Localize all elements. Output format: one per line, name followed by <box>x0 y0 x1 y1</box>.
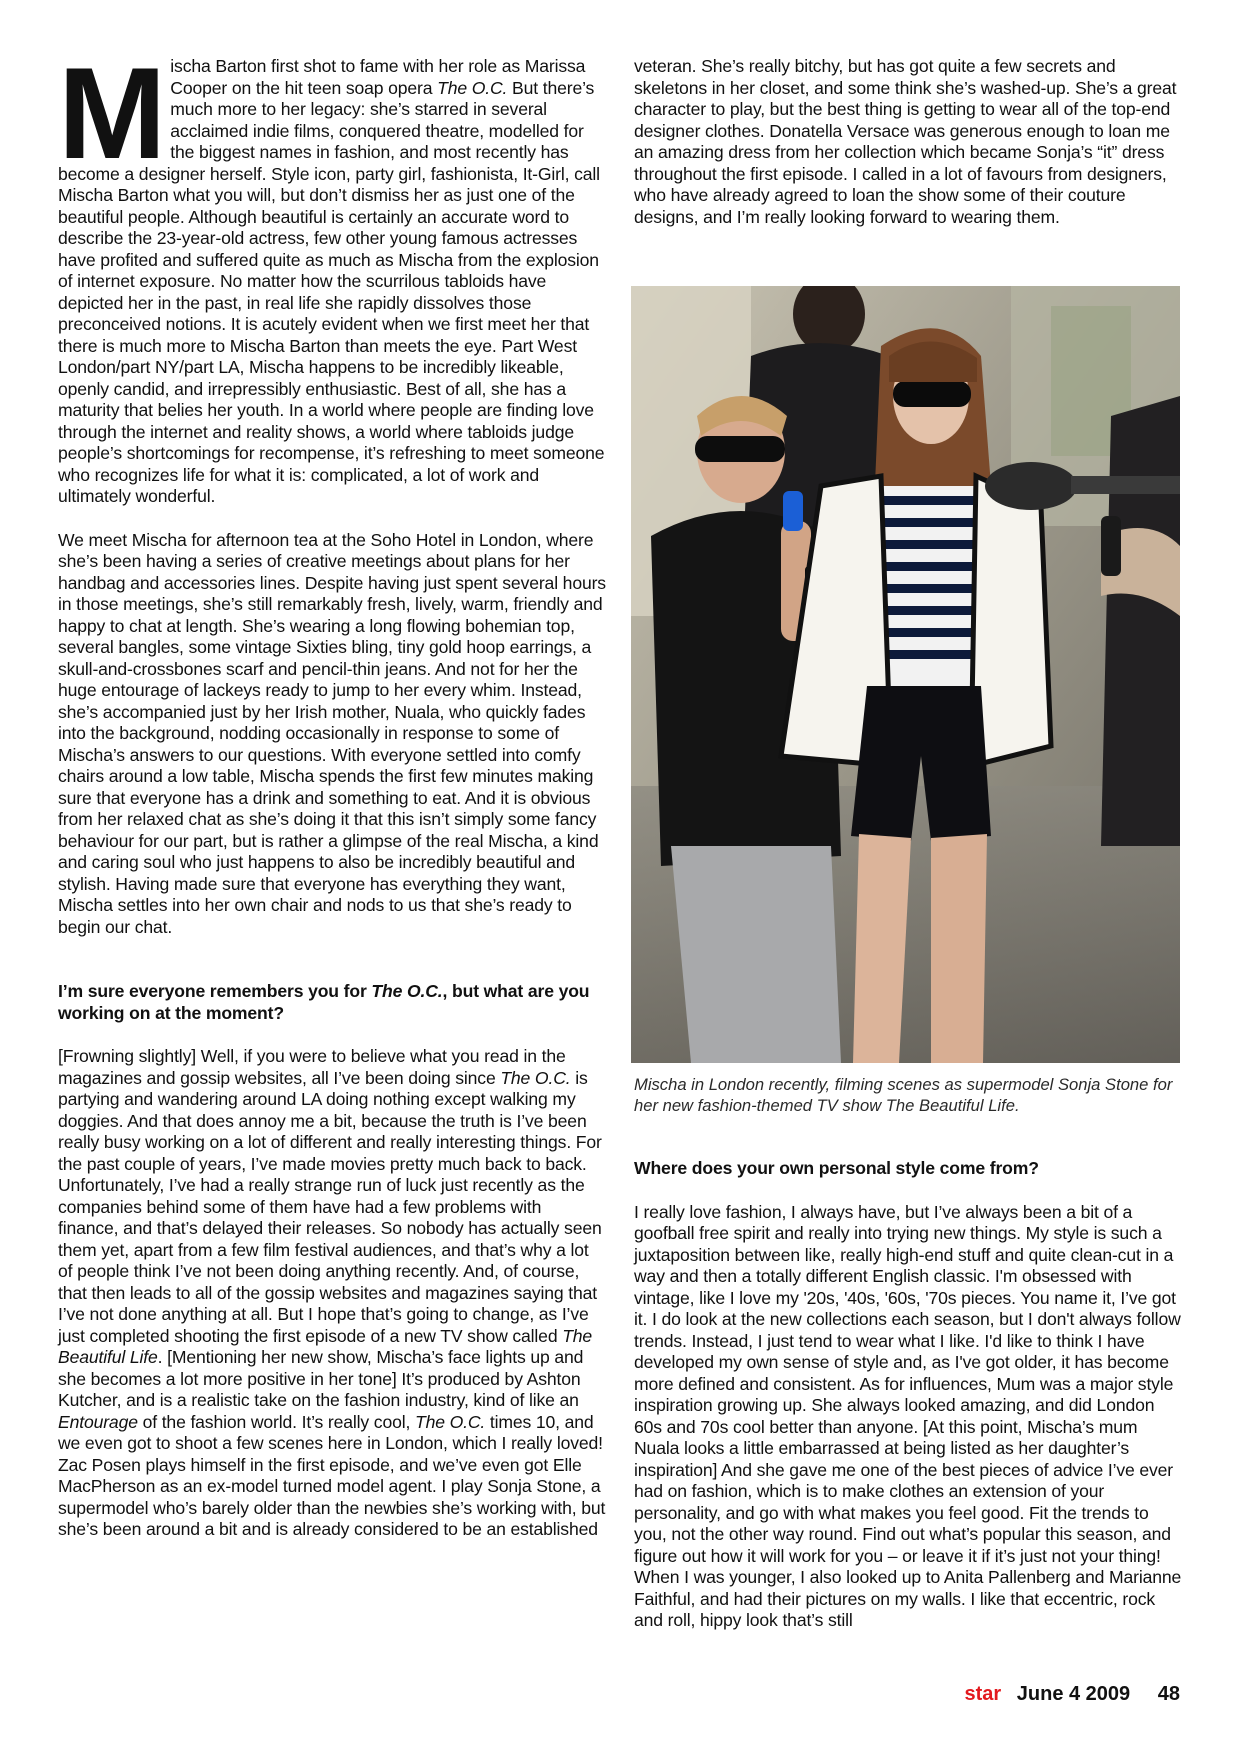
right-column-top <box>634 56 1184 228</box>
magazine-brand: star <box>964 1683 1002 1705</box>
italic-title-run: The Beautiful Life <box>58 1325 593 1367</box>
italic-title-run: Entourage <box>58 1411 138 1432</box>
interview-question-1 <box>58 981 606 1024</box>
italic-title-run: The O.C. <box>500 1067 571 1088</box>
text-run: I’m sure everyone remembers you for <box>58 981 372 1001</box>
text-run: of the fashion world. It’s really cool, <box>137 1411 415 1432</box>
interview-answer-1 <box>58 1046 606 1541</box>
italic-title-run: The O.C. <box>414 1411 486 1432</box>
text-run: I really love fashion, I always have, but I’ve always been a bit of a goofball free spirit and really into trying new things. My style is such a juxtaposition between like, really high-end stuff and quite clean-cut in a way and then a totally different English classic. I'm obsessed with vintage, like I love my '20s, '40s, '60s, '70s pieces. You name it, I’ve got it. I do look at the new collections each season, but I don't always follow trends. Instead, I just tend to wear what I like. I'd like to think I have developed my own sense of style and, as I've got older, it has become more defined and consistent. As for influences, Mum was a major style inspiration growing up. She always looked amazing, and did London 60s and 70s cool better than anyone. [At this point, Mischa’s mum Nuala looks a little embarrassed at being listed as her daughter’s inspiration] And she gave me one of the best pieces of advice I’ve ever had on fashion, which is to make clothes an extension of your personality, and go with what makes you feel good. Fit the trends to you, not the other way round. Find out what’s popular this season, and figure out how it will work for you – or leave it if it’s just not your thing! When I was younger, I also looked up to Anita Pallenberg and Marianne Faithful, and had their pictures on my walls. I like that eccentric, rock and roll, hippy look that’s still <box>634 1201 1182 1630</box>
left-column <box>58 40 606 1541</box>
text-run: veteran. She’s really bitchy, but has got quite a few secrets and skeletons in her closet, and some think she’s washed-up. She’s a great character to play, but the best thing is getting to wear all of the top-end designer clothes. Donatella Versace was generous enough to loan me an amazing dress from her collection which became Sonja’s “it” dress throughout the first episode. I called in a lot of favours from designers, who have already agreed to loan the show some of their couture designs, and I’m really looking forward to wearing them. <box>634 56 1177 227</box>
photo-illustration <box>631 286 1180 1063</box>
continuation-paragraph <box>634 56 1184 228</box>
interview-question-2 <box>634 1158 1184 1180</box>
issue-date: June 4 2009 <box>1016 1683 1131 1705</box>
italic-title-run: The O.C. <box>437 77 508 98</box>
italic-title-run: The O.C. <box>371 981 443 1001</box>
text-run: [Frowning slightly] Well, if you were to believe what you read in the magazines and gossip websites, all I’ve been doing since <box>58 1046 566 1088</box>
page-number: 48 <box>1157 1683 1180 1705</box>
text-run: times 10, and we even got to shoot a few scenes here in London, which I really loved! Zac Posen plays himself in the first episode, and we’ve even got Elle MacPherson as an ex-model turned model agent. I play Sonja Stone, a supermodel who’s barely older than the newbies she’s working with, but she’s been around a bit and is already considered to be an established <box>58 1411 606 1539</box>
article-photo <box>631 286 1180 1063</box>
text-run: . [Mentioning her new show, Mischa’s face lights up and she becomes a lot more positive in her tone] It’s produced by Ashton Kutcher, and is a realistic take on the fashion industry, kind of like an <box>58 1347 584 1410</box>
text-run: We meet Mischa for afternoon tea at the Soho Hotel in London, where she’s been having a series of creative meetings about plans for her handbag and accessories lines. Despite having just spent several hours in those meetings, she’s still remarkably fresh, lively, warm, friendly and happy to chat at length. She’s wearing a long flowing bohemian top, several bangles, some vintage Sixties bling, tiny gold hoop earrings, a skull-and-crossbones scarf and pencil-thin jeans. And not for her the huge entourage of lackeys ready to jump to her every whim. Instead, she’s accompanied just by her Irish mother, Nuala, who quickly fades into the background, nodding occasionally in response to some of Mischa’s answers to our questions. With everyone settled into comfy chairs around a low table, Mischa spends the first few minutes making sure that everyone has a drink and something to eat. And it is obvious from her relaxed chat as she’s doing it that this isn’t simply some fancy behaviour for our part, but is rather a glimpse of the real Mischa, a kind and caring soul who just happens to also be incredibly beautiful and stylish. Having made sure that everyone has everything they want, Mischa settles into her own chair and nods to us that she’s ready to begin our chat. <box>58 529 606 937</box>
text-run: ischa Barton first shot to fame with her role as Marissa Cooper on the hit teen soap opera <box>170 56 586 98</box>
right-column-lower <box>634 1158 1184 1632</box>
text-run: , but what are you working on at the moment? <box>58 981 590 1023</box>
page-footer <box>965 1683 1181 1706</box>
body-paragraph-2 <box>58 530 606 939</box>
photo-caption: Mischa in London recently, filming scenes as supermodel Sonja Stone for her new fashion-themed TV show The Beautiful Life. <box>634 1075 1173 1115</box>
drop-cap: M <box>58 40 163 186</box>
intro-paragraph <box>58 40 606 508</box>
interview-answer-2 <box>634 1202 1184 1632</box>
text-run: Where does your own personal style come from? <box>634 1158 1039 1178</box>
text-run: is partying and wandering around LA doing nothing except walking my doggies. And that does annoy me a bit, because the truth is I’ve been really busy working on a lot of different and really interesting things. For the past couple of years, I’ve made movies pretty much back to back. Unfortunately, I’ve had a really strange run of luck just recently as the companies behind some of them have had a few problems with finance, and that’s delayed their releases. So nobody has actually seen them yet, apart from a few film festival audiences, and that’s why a lot of people think I’ve not been doing anything recently. And, of course, that then leads to all of the gossip websites and magazines saying that I’ve not done anything at all. But I hope that’s going to change, as I’ve just completed shooting the first episode of a new TV show called <box>58 1067 602 1346</box>
text-run: But there’s much more to her legacy: she’s starred in several acclaimed indie films, conquered theatre, modelled for the biggest names in fashion, and most recently has become a designer herself. Style icon, party girl, fashionista, It-Girl, call Mischa Barton what you will, but don’t dismiss her as just one of the beautiful people. Although beautiful is certainly an accurate word to describe the 23-year-old actress, few other young famous actresses have profited and suffered quite as much as Mischa from the explosion of internet exposure. No matter how the scurrilous tabloids have depicted her in the past, in real life she rapidly dissolves those preconceived notions. It is acutely evident when we first meet her that there is much more to Mischa Barton than meets the eye. Part West London/part NY/part LA, Mischa happens to be incredibly likeable, openly candid, and irrepressibly enthusiastic. Best of all, she has a maturity that belies her youth. In a world where people are finding love through the internet and reality shows, a world where tabloids judge people’s shortcomings for recompense, it’s refreshing to meet someone who recognizes life for what it is: complicated, a lot of work and ultimately wonderful. <box>58 77 605 506</box>
